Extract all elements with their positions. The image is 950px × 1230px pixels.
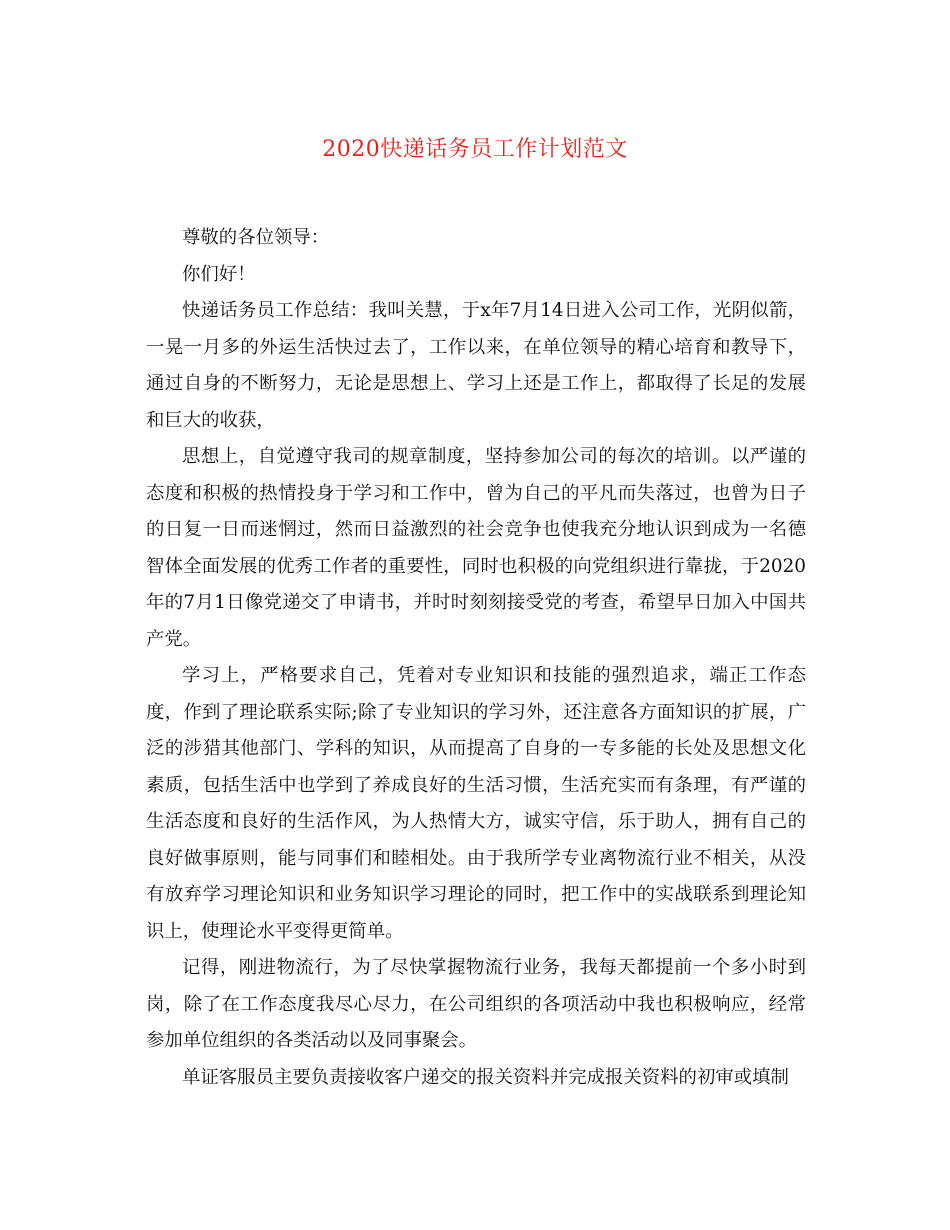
document-title: 2020快递话务员工作计划范文 — [322, 137, 628, 162]
document-body — [146, 220, 806, 1096]
greeting: 你们好！ — [182, 263, 256, 285]
paragraph-memory: 记得，刚进物流行，为了尽快掌握物流行业务，我每天都提前一个多小时到岗，除了在工作态度我尽心尽力，在公司组织的各项活动中我也积极响应，经常参加单位组织的各类活动以及同事聚会。 — [146, 957, 806, 1051]
paragraph-thought: 思想上，自觉遵守我司的规章制度，坚持参加公司的每次的培训。以严谨的态度和积极的热情投身于学习和工作中，曾为自己的平凡而失落过，也曾为日子的日复一日而迷惘过，然而日益激烈的社会竞争也使我充分地认识到成为一名德智体全面发展的优秀工作者的重要性，同时也积极的向党组织进行靠拢，于2020年的7月1日像党递交了申请书，并时时刻刻接受党的考查，希望早日加入中国共产党。 — [146, 446, 806, 650]
paragraph-introduction: 快递话务员工作总结：我叫关慧，于x年7月14日进入公司工作，光阴似箭，一晃一月多的外运生活快过去了，工作以来，在单位领导的精心培育和教导下，通过自身的不断努力，无论是思想上、学习上还是工作上，都取得了长足的发展和巨大的收获， — [146, 300, 806, 431]
salutation: 尊敬的各位领导： — [182, 227, 330, 248]
paragraph-study: 学习上，严格要求自己，凭着对专业知识和技能的强烈追求，端正工作态度，作到了理论联系实际;除了专业知识的学习外，还注意各方面知识的扩展，广泛的涉猎其他部门、学科的知识，从而提高了自身的一专多能的长处及思想文化素质，包括生活中也学到了养成良好的生活习惯，生活充实而有条理，有严谨的生活态度和良好的生活作风，为人热情大方，诚实守信，乐于助人，拥有自己的良好做事原则，能与同事们和睦相处。由于我所学专业离物流行业不相关，从没有放弃学习理论知识和业务知识学习理论的同时，把工作中的实战联系到理论知识上，使理论水平变得更简单。 — [146, 665, 806, 942]
paragraph-customer-service: 单证客服员主要负责接收客户递交的报关资料并完成报关资料的初审或填制 — [182, 1066, 789, 1088]
